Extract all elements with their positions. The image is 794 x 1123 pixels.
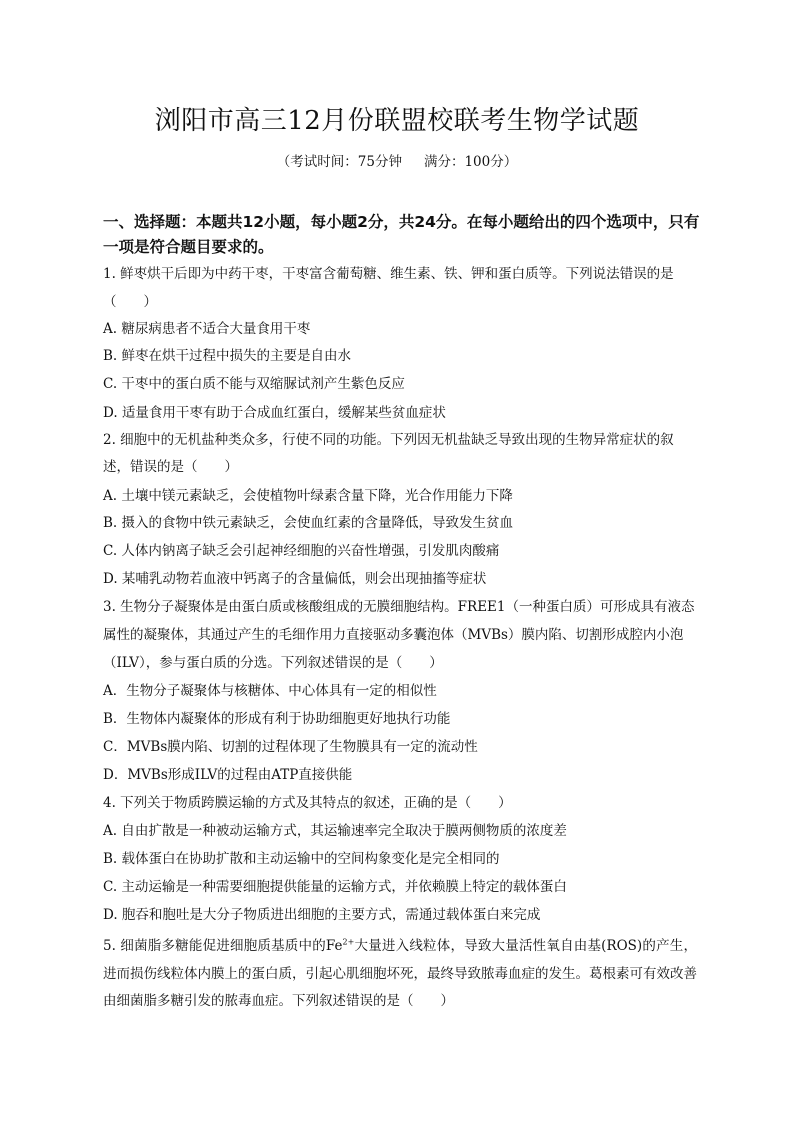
question-1-option: C. 干枣中的蛋白质不能与双缩脲试剂产生紫色反应 bbox=[103, 376, 405, 392]
question-5-text-part2: 大量进入线粒体，导致大量活性氧自由基(ROS)的产生，进而损伤线粒体内膜上的蛋白质，引起心肌细胞坏死，最终导致脓毒血症的发生。葛根素可有效改善由细菌脂多糖引发的脓毒血症。下列叙述错误的是（ ） bbox=[103, 938, 697, 1009]
question-5-text-part1: 5. 细菌脂多糖能促进细胞质基质中的Fe bbox=[103, 938, 343, 954]
question-1-option: D. 适量食用干枣有助于合成血红蛋白，缓解某些贫血症状 bbox=[103, 405, 446, 421]
exam-score: 满分：100分） bbox=[423, 154, 518, 170]
exam-time: （考试时间：75分钟 bbox=[276, 154, 402, 170]
question-1-option: A. 糖尿病患者不适合大量食用干枣 bbox=[103, 321, 311, 337]
question-1-option: B. 鲜枣在烘干过程中损失的主要是自由水 bbox=[103, 348, 352, 364]
question-3-option: D．MVBs形成ILV的过程由ATP直接供能 bbox=[103, 767, 353, 783]
exam-info bbox=[0, 153, 794, 171]
question-3-option: A．生物分子凝聚体与核糖体、中心体具有一定的相似性 bbox=[103, 683, 437, 699]
question-4-stem: 4. 下列关于物质跨膜运输的方式及其特点的叙述，正确的是（ ） bbox=[103, 795, 512, 811]
question-4-option: A. 自由扩散是一种被动运输方式，其运输速率完全取决于膜两侧物质的浓度差 bbox=[103, 823, 567, 839]
question-2-stem: 述，错误的是（ ） bbox=[103, 459, 238, 475]
ion-charge-superscript: 2+ bbox=[342, 937, 355, 947]
question-3-stem: （ILV），参与蛋白质的分选。下列叙述错误的是（ ） bbox=[103, 655, 443, 671]
question-4-option: C. 主动运输是一种需要细胞提供能量的运输方式，并依赖膜上特定的载体蛋白 bbox=[103, 879, 567, 895]
question-2-option: B. 摄入的食物中铁元素缺乏，会使血红素的含量降低，导致发生贫血 bbox=[103, 515, 514, 531]
question-3-stem: 属性的凝聚体，其通过产生的毛细作用力直接驱动多囊泡体（MVBs）膜内陷、切割形成腔内小泡 bbox=[103, 627, 684, 643]
question-2-option: C. 人体内钠离子缺乏会引起神经细胞的兴奋性增强，引发肌肉酸痛 bbox=[103, 543, 500, 559]
question-1-stem: （ ） bbox=[103, 294, 157, 310]
section-heading: 一、选择题：本题共12小题，每小题2分，共24分。在每小题给出的四个选项中，只有一项是符合题目要求的。 bbox=[103, 213, 700, 256]
question-3-option: B．生物体内凝聚体的形成有利于协助细胞更好地执行功能 bbox=[103, 711, 451, 727]
question-1-stem: 1. 鲜枣烘干后即为中药干枣，干枣富含葡萄糖、维生素、铁、钾和蛋白质等。下列说法错误的是 bbox=[103, 266, 674, 282]
question-2-option: A. 土壤中镁元素缺乏，会使植物叶绿素含量下降，光合作用能力下降 bbox=[103, 488, 513, 504]
question-4-option: D. 胞吞和胞吐是大分子物质进出细胞的主要方式，需通过载体蛋白来完成 bbox=[103, 907, 541, 923]
question-5-stem bbox=[103, 933, 697, 1016]
question-3-option: C．MVBs膜内陷、切割的过程体现了生物膜具有一定的流动性 bbox=[103, 739, 478, 755]
question-2-option: D. 某哺乳动物若血液中钙离子的含量偏低，则会出现抽搐等症状 bbox=[103, 571, 487, 587]
question-4-option: B. 载体蛋白在协助扩散和主动运输中的空间构象变化是完全相同的 bbox=[103, 851, 500, 867]
page-title: 浏阳市高三12月份联盟校联考生物学试题 bbox=[154, 106, 640, 136]
question-3-stem: 3. 生物分子凝聚体是由蛋白质或核酸组成的无膜细胞结构。FREE1（一种蛋白质）可形成具有液态 bbox=[103, 599, 695, 615]
question-2-stem: 2. 细胞中的无机盐种类众多，行使不同的功能。下列因无机盐缺乏导致出现的生物异常症状的叙 bbox=[103, 432, 674, 448]
